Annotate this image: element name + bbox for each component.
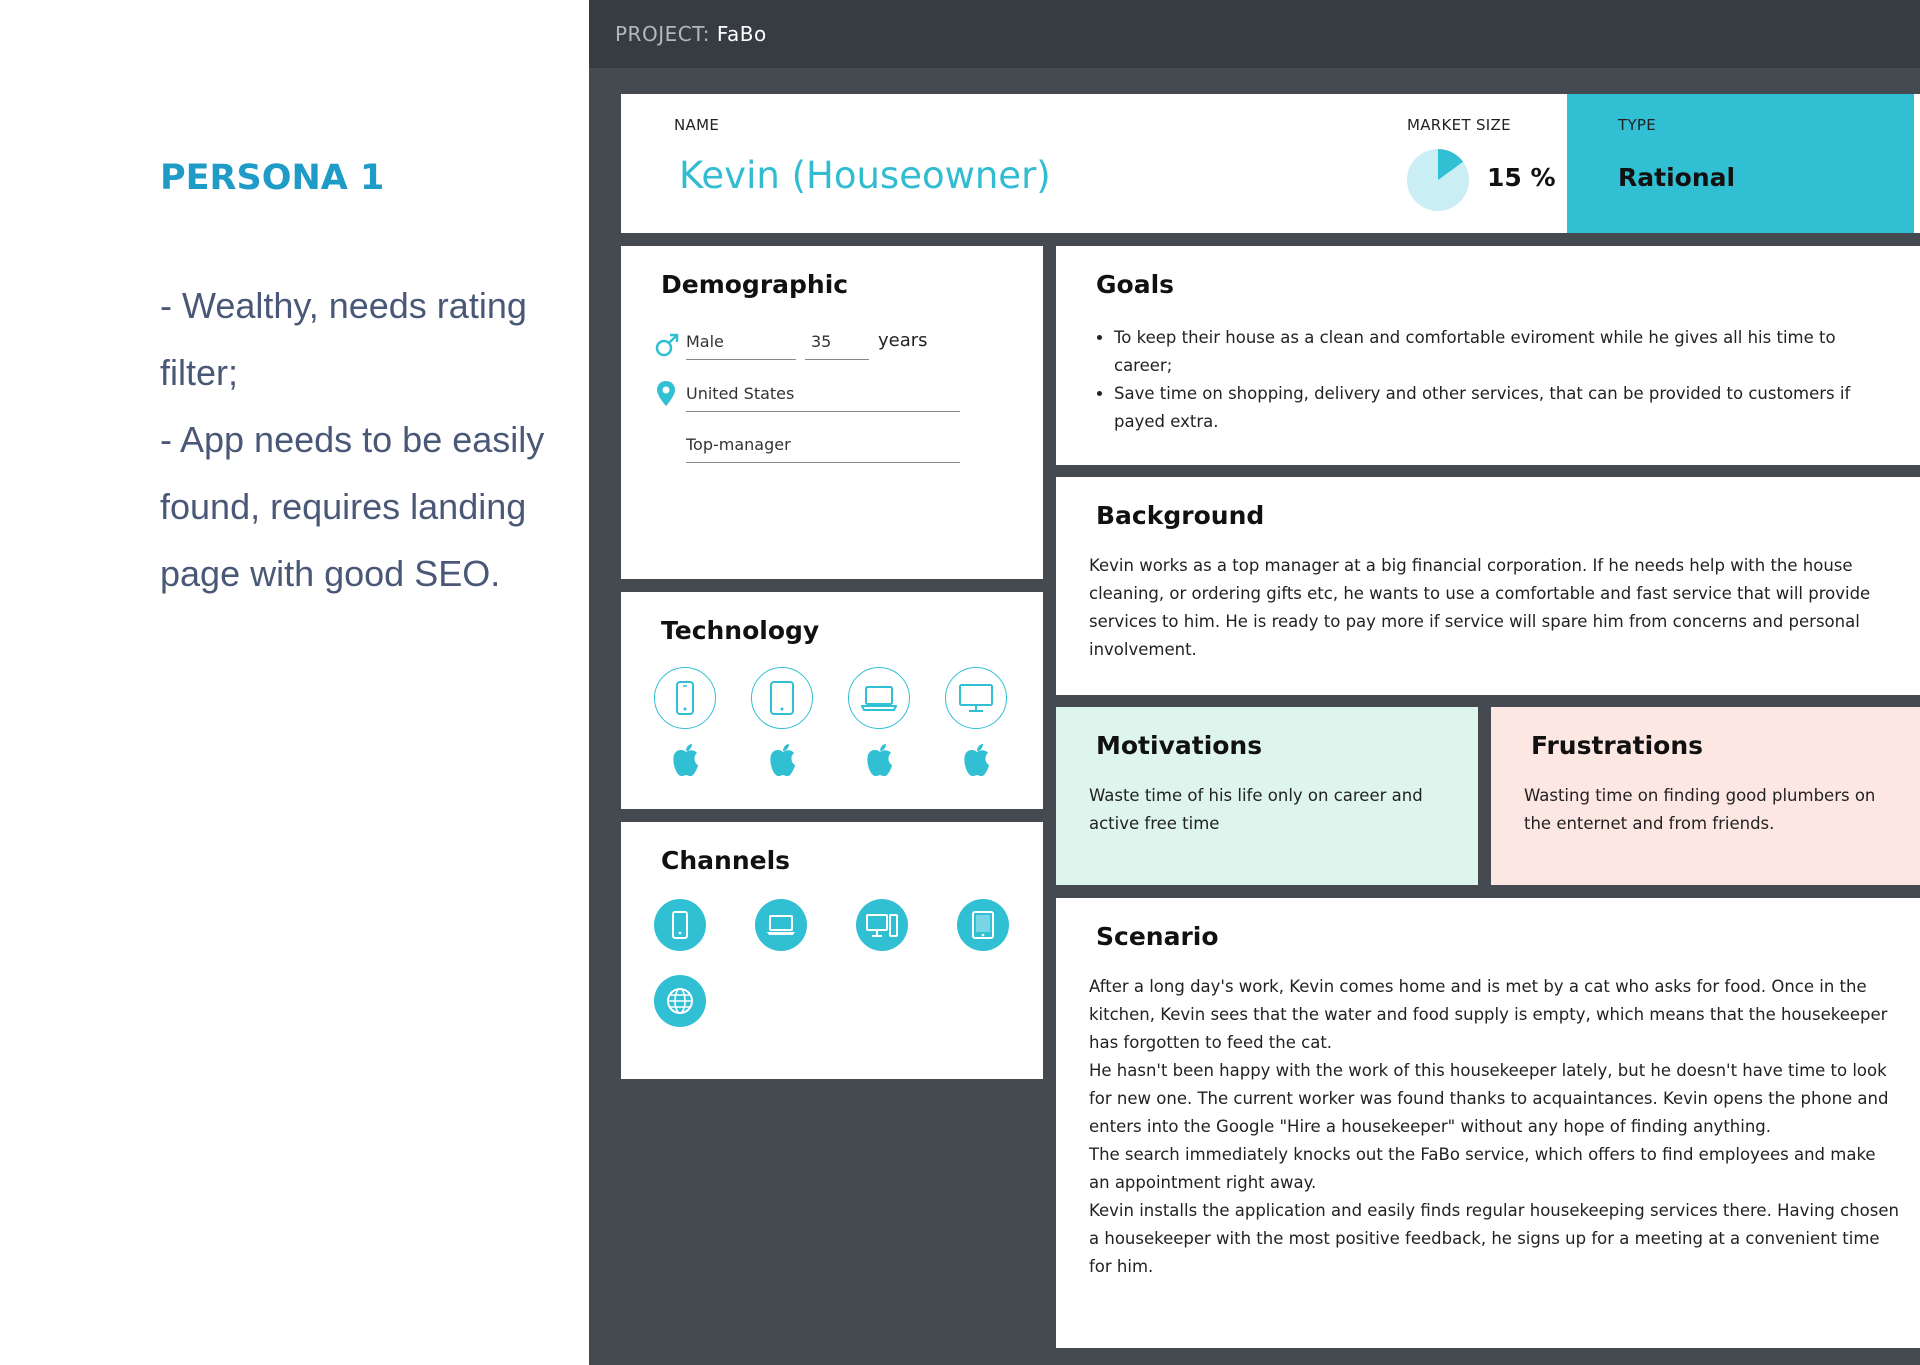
frustrations-title: Frustrations [1531,731,1704,760]
note-line: - Wealthy, needs rating filter; [160,285,527,393]
type-value: Rational [1618,163,1736,192]
web-icon [654,975,706,1027]
motivations-text: Waste time of his life only on career and active free time [1089,786,1423,833]
apple-icon [671,742,701,778]
persona-name: Kevin (Houseowner) [679,154,1051,197]
background-title: Background [1096,501,1265,530]
technology-title: Technology [661,616,820,645]
tablet-icon [957,899,1009,951]
gender-field: Male [686,332,796,360]
scenario-paragraph: Kevin installs the application and easily finds regular housekeeping services there. Having chosen a housekeeper with the most positive feedback, he signs up for a meeting at a convenient time for him. [1089,1201,1899,1276]
project-label [615,22,767,46]
technology-card [621,592,1043,809]
laptop-icon [848,667,910,729]
name-label: NAME [674,116,720,134]
project-topbar [589,0,1920,68]
background-card [1056,477,1920,695]
goal-item: • To keep their house as a clean and comfortable eviroment while he gives all his time to career; [1114,324,1876,380]
market-size-label: MARKET SIZE [1407,116,1511,134]
tablet-icon [751,667,813,729]
scenario-card [1056,898,1920,1348]
left-notes-panel [0,0,589,1365]
demographic-card [621,246,1043,579]
channels-title: Channels [661,846,791,875]
age-field: 35 [805,332,869,360]
frustrations-text: Wasting time on finding good plumbers on the enternet and from friends. [1524,786,1876,833]
location-pin-icon [656,380,676,407]
persona-notes [160,272,580,607]
note-line: - App needs to be easily found, requires landing page with good SEO. [160,419,545,594]
apple-icon [865,742,895,778]
scenario-text [1089,973,1899,1281]
location-field: United States [686,384,960,412]
desktop-icon [945,667,1007,729]
scenario-paragraph: After a long day's work, Kevin comes home and is met by a cat who asks for food. Once in the kitchen, Kevin sees that the water and food supply is empty, which means that the housekeeper has forgotten to feed the cat. [1089,977,1888,1052]
goals-title: Goals [1096,270,1175,299]
age-unit: years [878,330,928,351]
scenario-paragraph: The search immediately knocks out the FaBo service, which offers to find employees and make an appointment right away. [1089,1145,1876,1192]
motivations-title: Motivations [1096,731,1263,760]
persona-title: PERSONA 1 [160,158,385,198]
mobile-icon [654,899,706,951]
background-text: Kevin works as a top manager at a big financial corporation. If he needs help with the house cleaning, or ordering gifts etc, he wants to use a comfortable and fast service that will provide services to him. He is ready to pay more if service will spare him from concerns and personal involvement. [1089,556,1871,659]
goals-card [1056,246,1920,465]
occupation-field: Top-manager [686,435,960,463]
market-size-pie-icon [1406,148,1470,212]
scenario-title: Scenario [1096,922,1219,951]
goal-item: • Save time on shopping, delivery and other services, that can be provided to customers if payed extra. [1114,380,1876,436]
frustrations-card [1491,707,1920,885]
motivations-card [1056,707,1478,885]
scenario-paragraph: He hasn't been happy with the work of this housekeeper lately, but he doesn't have time to look for new one. The current worker was found thanks to acquaintances. Kevin opens the phone and enters into the Google "Hire a housekeeper" without any hope of finding anything. [1089,1061,1889,1136]
apple-icon [962,742,992,778]
computer-icon [856,899,908,951]
type-label: TYPE [1618,116,1657,134]
smartphone-icon [654,667,716,729]
project-prefix: PROJECT: [615,22,710,46]
channels-card [621,822,1043,1079]
apple-icon [768,742,798,778]
laptop-icon [755,899,807,951]
type-box [1567,94,1914,233]
goals-list [1096,324,1876,436]
market-size-value: 15 % [1487,163,1556,192]
persona-header-card [621,94,1920,233]
male-icon [654,332,680,358]
persona-board [589,0,1920,1365]
project-name: FaBo [716,22,767,46]
demographic-title: Demographic [661,270,849,299]
